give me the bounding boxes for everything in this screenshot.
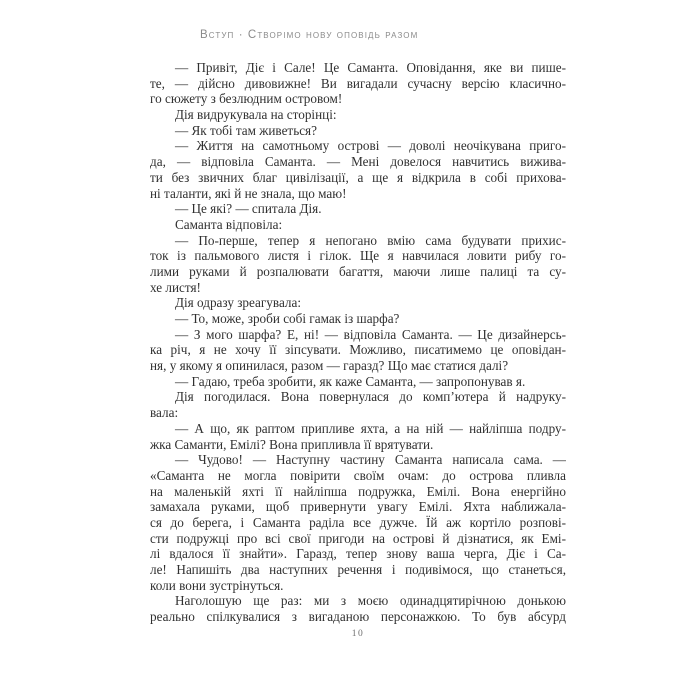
text-line: реально спілкувалися з вигаданою персонажкою. То був абсурд xyxy=(150,609,566,625)
text-line: вала: xyxy=(150,405,179,421)
text-block xyxy=(150,60,566,625)
text-line: те, — дійсно дивовижне! Ви вигадали сучасну версію класично- xyxy=(150,75,566,91)
text-line: да, — відповіла Саманта. — Мені довелося навчитись вижива- xyxy=(150,154,566,170)
text-line: ток із пальмового листя і гілок. Ще я навчилася ловити рибу го- xyxy=(150,248,566,264)
text-line: ти без звичних благ цивілізації, а ще я відкрила в собі прихова- xyxy=(150,169,566,185)
text-line: — Чудово! — Наступну частину Саманта написала сама. — xyxy=(175,452,566,468)
running-head: Вступ · Створімо нову оповідь разом xyxy=(200,29,419,41)
text-line: ка річ, я не хочу її зіпсувати. Можливо, писатимемо це оповідан- xyxy=(150,342,566,358)
text-line: лі вдалося її знайти». Гаразд, тепер знову ваша черга, Діє і Са- xyxy=(150,546,566,562)
text-line: Наголошую ще раз: ми з моєю одинадцятирічною донькою xyxy=(175,593,566,609)
text-line: замахала руками, щоб привернути увагу Емілі. Яхта наближала- xyxy=(150,499,566,515)
text-line: — Гадаю, треба зробити, як каже Саманта, — запропонував я. xyxy=(175,373,526,389)
text-line: Саманта відповіла: xyxy=(175,216,283,232)
page-number: 10 xyxy=(351,629,365,639)
text-line: ні таланти, які й не знала, що маю! xyxy=(150,185,347,201)
text-line: Дія видрукувала на сторінці: xyxy=(175,107,337,123)
text-line: жка Саманти, Емілі? Вона припливла її врятувати. xyxy=(150,436,434,452)
text-line: коли вони зустрінуться. xyxy=(150,577,284,593)
text-line: ле! Напишіть два наступних речення і подивімося, що станеться, xyxy=(150,562,566,577)
text-line: хе листя! xyxy=(150,279,201,295)
text-line: Дія погодилася. Вона повернулася до комп’ютера й надруку- xyxy=(175,389,566,405)
text-line: Дія одразу зреагувала: xyxy=(175,295,302,311)
text-line: — То, може, зроби собі гамак із шарфа? xyxy=(175,311,400,326)
text-line: — А що, як раптом припливе яхта, а на ній — найліпша подру- xyxy=(175,420,566,436)
text-line: сти подружці про всі свої пригоди на острові й дізнатися, як Емі- xyxy=(150,530,566,546)
text-line: — Привіт, Діє і Сале! Це Саманта. Оповідання, яке ви пише- xyxy=(175,60,566,75)
text-line: лими руками й розпалювати багаття, маючи лише палиці та су- xyxy=(150,263,566,279)
text-line: — Це які? — спитала Дія. xyxy=(175,201,322,217)
text-line: — З мого шарфа? Е, ні! — відповіла Саманта. — Це дизайнерсь- xyxy=(175,326,566,342)
text-line: на маленькій яхті її найліпша подружка, Емілі. Вона енергійно xyxy=(150,483,566,499)
text-line: — Як тобі там живеться? xyxy=(175,122,317,138)
text-line: ня, у якому я опинилася, разом — гаразд? Що має статися далі? xyxy=(150,358,509,374)
text-line: «Саманта не могла повірити своїм очам: до острова пливла xyxy=(150,467,566,483)
text-line: — Життя на самотньому острові — доволі неочікувана приго- xyxy=(175,138,566,154)
text-line: — По-перше, тепер я непогано вмію сама будувати прихис- xyxy=(175,232,566,248)
text-line: го сюжету з безлюдним островом! xyxy=(150,91,343,107)
text-line: ся до берега, і Саманта раділа все дужче. Їй аж кортіло розпові- xyxy=(150,514,566,530)
